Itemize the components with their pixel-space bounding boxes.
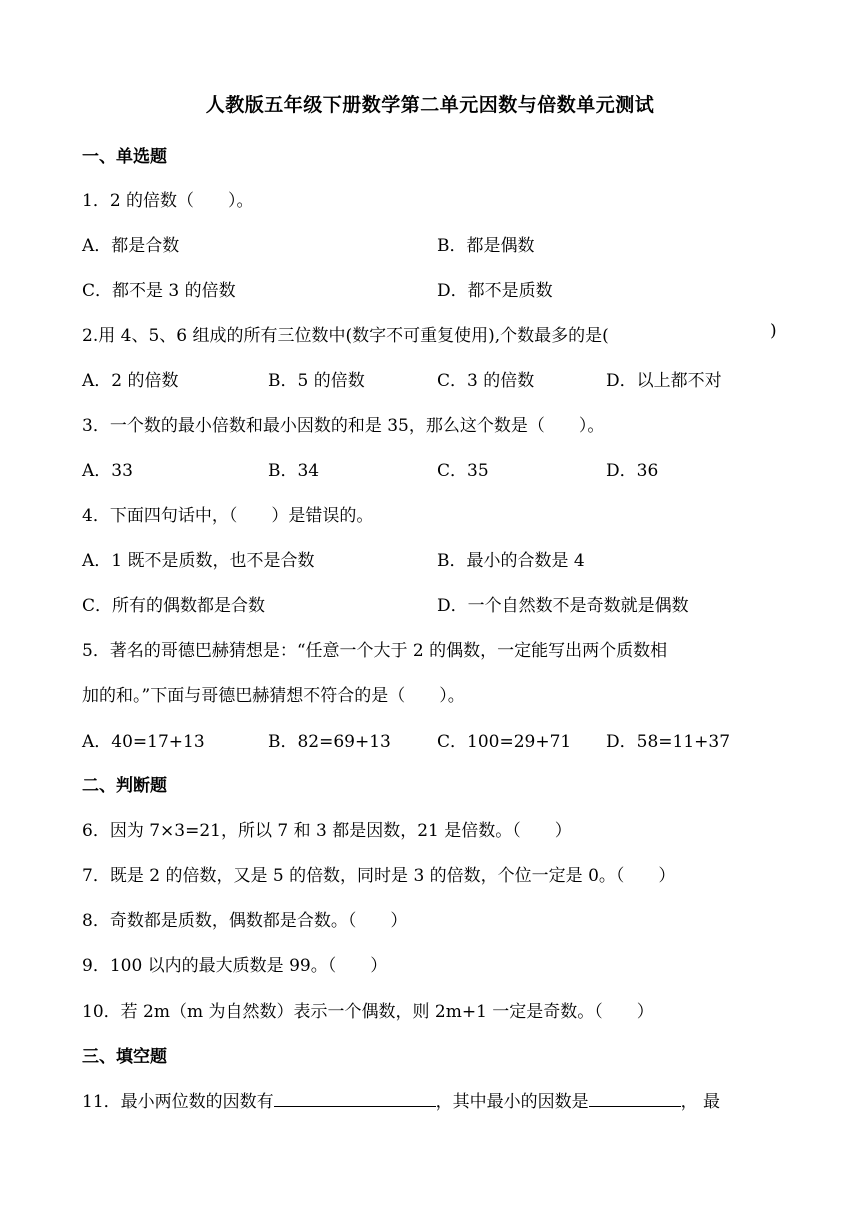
question-5-line-1: 5．著名的哥德巴赫猜想是：“任意一个大于 2 的偶数，一定能写出两个质数相 bbox=[82, 641, 668, 661]
question-11-part-2: ，其中最小的因数是 bbox=[435, 1092, 589, 1112]
q4-option-b: B．最小的合数是 4 bbox=[437, 551, 585, 571]
q4-option-a: A．1 既不是质数，也不是合数 bbox=[82, 551, 315, 571]
question-11-part-3: ， 最 bbox=[680, 1092, 721, 1112]
section-fill-blank: 三、填空题 bbox=[82, 1047, 167, 1067]
q3-option-a: A．33 bbox=[82, 461, 133, 481]
q1-option-a: A．都是合数 bbox=[82, 236, 180, 256]
q2-option-b: B．5 的倍数 bbox=[268, 371, 365, 391]
q3-option-b: B．34 bbox=[268, 461, 320, 481]
q1-option-c: C．都不是 3 的倍数 bbox=[82, 281, 236, 301]
answer-blank-1[interactable] bbox=[274, 1088, 436, 1107]
page-title: 人教版五年级下册数学第二单元因数与倍数单元测试 bbox=[205, 94, 655, 116]
q5-option-b: B．82=69+13 bbox=[268, 732, 391, 752]
question-2: 2.用 4、5、6 组成的所有三位数中(数字不可重复使用),个数最多的是( bbox=[82, 326, 609, 346]
question-8: 8．奇数都是质数，偶数都是合数。（ ） bbox=[82, 911, 408, 931]
question-10: 10．若 2m（m 为自然数）表示一个偶数，则 2m+1 一定是奇数。（ ） bbox=[82, 1002, 654, 1022]
q2-option-c: C．3 的倍数 bbox=[437, 371, 535, 391]
question-4: 4．下面四句话中，（ ）是错误的。 bbox=[82, 506, 374, 526]
answer-blank-2[interactable] bbox=[589, 1088, 681, 1107]
question-3: 3．一个数的最小倍数和最小因数的和是 35，那么这个数是（ ）。 bbox=[82, 416, 605, 436]
q4-option-d: D．一个自然数不是奇数就是偶数 bbox=[437, 596, 689, 616]
q3-option-d: D．36 bbox=[606, 461, 659, 481]
section-single-choice: 一、单选题 bbox=[82, 147, 167, 167]
section-true-false: 二、判断题 bbox=[82, 776, 167, 796]
question-7: 7．既是 2 的倍数，又是 5 的倍数，同时是 3 的倍数，个位一定是 0。（ ） bbox=[82, 866, 676, 886]
q2-option-a: A．2 的倍数 bbox=[82, 371, 179, 391]
question-11 bbox=[82, 1087, 720, 1112]
q2-option-d: D．以上都不对 bbox=[606, 371, 722, 391]
q5-option-c: C．100=29+71 bbox=[437, 732, 572, 752]
question-5-line-2: 加的和。”下面与哥德巴赫猜想不符合的是（ ）。 bbox=[82, 686, 465, 706]
question-6: 6．因为 7×3=21，所以 7 和 3 都是因数，21 是倍数。（ ） bbox=[82, 821, 572, 841]
question-1: 1．2 的倍数（ ）。 bbox=[82, 191, 254, 211]
question-9: 9．100 以内的最大质数是 99。（ ） bbox=[82, 956, 388, 976]
question-11-part-1: 11．最小两位数的因数有 bbox=[82, 1092, 274, 1112]
q5-option-d: D．58=11+37 bbox=[606, 732, 731, 752]
q3-option-c: C．35 bbox=[437, 461, 489, 481]
q1-option-b: B．都是偶数 bbox=[437, 236, 535, 256]
q1-option-d: D．都不是质数 bbox=[437, 281, 553, 301]
q5-option-a: A．40=17+13 bbox=[82, 732, 205, 752]
q4-option-c: C．所有的偶数都是合数 bbox=[82, 596, 266, 616]
question-2-close-paren: ) bbox=[770, 321, 777, 341]
